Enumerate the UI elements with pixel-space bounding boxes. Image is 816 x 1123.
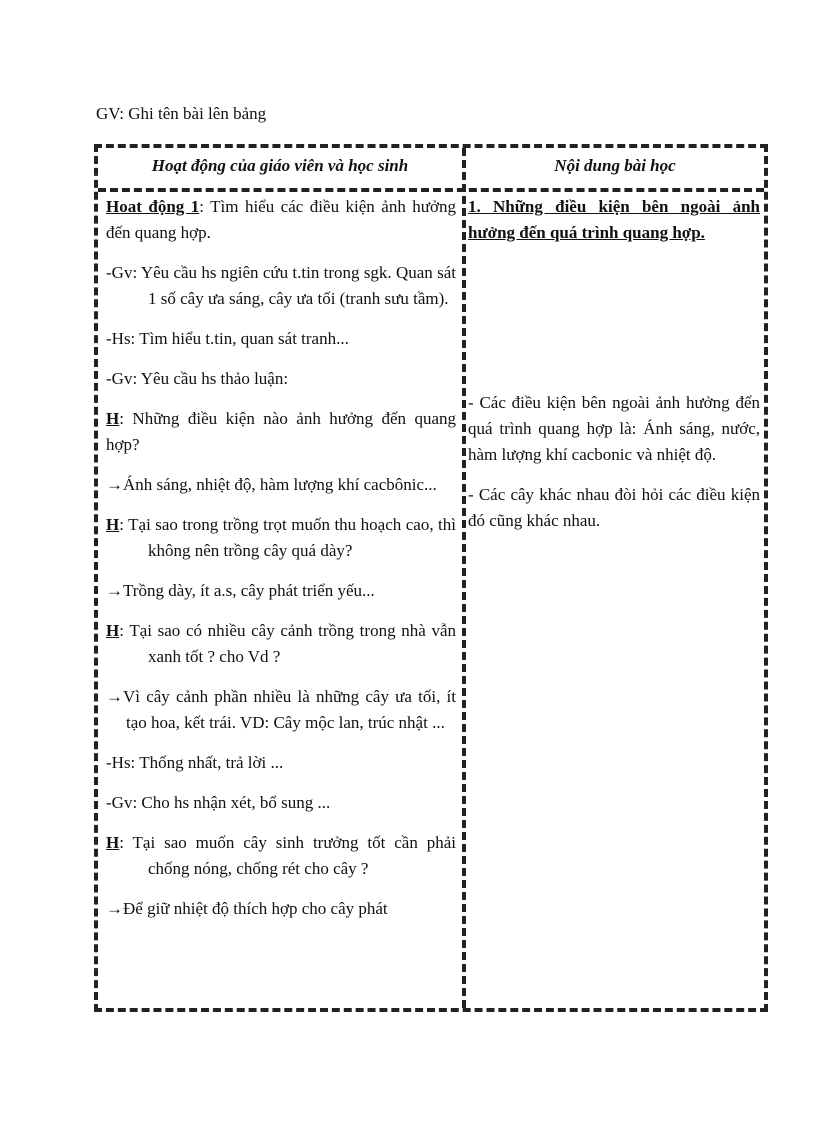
question-3: H: Tại sao có nhiều cây cảnh trồng trong nhà vẫn xanh tốt ? cho Vd ? — [106, 621, 456, 666]
activity-heading — [106, 194, 456, 246]
left-column — [106, 194, 456, 936]
section-title: 1. Những điều kiện bên ngoài ảnh hưởng đến quá trình quang hợp. — [468, 197, 760, 242]
question-label: H — [106, 515, 120, 534]
intro-line: GV: Ghi tên bài lên bảng — [96, 104, 267, 123]
header-left: Hoạt động của giáo viên và học sinh — [151, 156, 409, 175]
activity-label: Hoat động 1 — [106, 197, 200, 216]
right-column — [468, 194, 760, 548]
teacher-feedback: -Gv: Cho hs nhận xét, bổ sung ... — [106, 793, 331, 812]
header-right: Nội dung bài học — [554, 156, 676, 175]
answer-1: →Ánh sáng, nhiệt độ, hàm lượng khí cacbônic... — [106, 475, 437, 494]
activity-text: : Tìm hiểu các điều kiện ảnh hưởng đến quang hợp. — [106, 197, 457, 242]
answer-2: →Trồng dày, ít a.s, cây phát triển yếu... — [106, 581, 375, 600]
content-paragraph-2: - Các cây khác nhau đòi hỏi các điều kiện đó cũng khác nhau. — [468, 485, 760, 530]
question-4: H: Tại sao muốn cây sinh trưởng tốt cần phải chống nóng, chống rét cho cây ? — [106, 833, 456, 878]
column-divider — [462, 148, 466, 1008]
answer-4: →Để giữ nhiệt độ thích hợp cho cây phát — [106, 899, 388, 918]
lesson-table — [94, 144, 768, 1012]
question-1: H: Những điều kiện nào ảnh hưởng đến quang hợp? — [106, 409, 456, 454]
teacher-instruction: -Gv: Yêu cầu hs ngiên cứu t.tin trong sgk. Quan sát 1 số cây ưa sáng, cây ưa tối (tranh sưu tầm). — [106, 263, 456, 308]
teacher-discussion: -Gv: Yêu cầu hs thảo luận: — [106, 369, 289, 388]
answer-3: →Vì cây cảnh phần nhiều là những cây ưa tối, ít tạo hoa, kết trái. VD: Cây mộc lan, trúc nhật ... — [106, 687, 456, 732]
student-reply: -Hs: Thống nhất, trả lời ... — [106, 753, 284, 772]
question-label: H — [106, 833, 120, 852]
header-divider — [98, 188, 764, 192]
question-label: H — [106, 621, 120, 640]
question-label: H — [106, 409, 120, 428]
student-action: -Hs: Tìm hiểu t.tin, quan sát tranh... — [106, 329, 349, 348]
content-paragraph-1: - Các điều kiện bên ngoài ảnh hưởng đến quá trình quang hợp là: Ánh sáng, nước, hàm lượng khí cacbonic và nhiệt độ. — [468, 393, 760, 464]
question-2: H: Tại sao trong trồng trọt muốn thu hoạch cao, thì không nên trồng cây quá dày? — [106, 515, 456, 560]
